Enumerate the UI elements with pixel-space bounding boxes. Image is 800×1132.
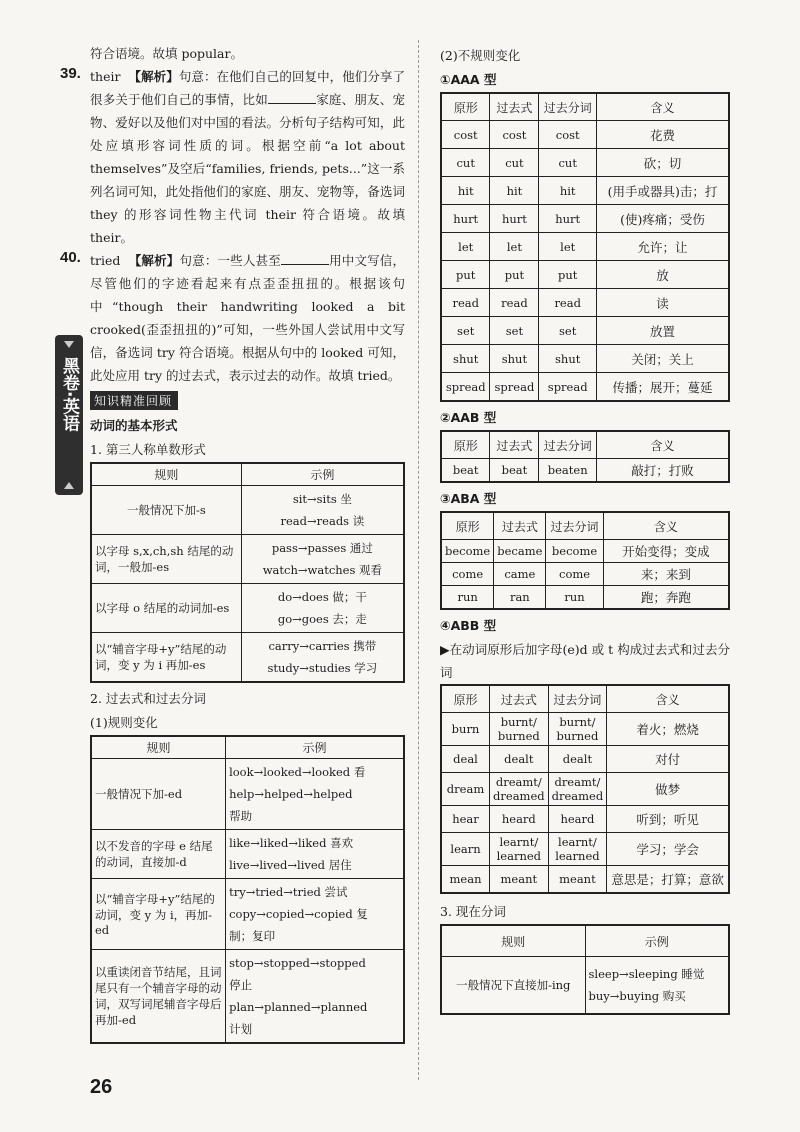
table-header: 原形 [441, 512, 494, 540]
question-number: 40. [60, 249, 81, 266]
aab-table [440, 430, 730, 483]
past-tense-cell: dealt [490, 746, 549, 773]
example: study→studies 学习 [267, 661, 378, 675]
table-row [91, 950, 404, 1044]
past-tense-cell: cost [490, 121, 539, 149]
meaning-cell: 关闭；关上 [597, 345, 730, 373]
past-participle-cell: beaten [539, 459, 597, 483]
table-row [441, 746, 729, 773]
rule-cell: 以字母 s,x,ch,sh 结尾的动词，一般加-es [91, 535, 241, 584]
table-row [441, 261, 729, 289]
right-column [440, 44, 730, 1015]
question-40 [60, 249, 405, 387]
table-row [91, 633, 404, 683]
meaning-cell: 允许；让 [597, 233, 730, 261]
table-header: 过去分词 [539, 93, 597, 121]
base-form-cell: hurt [441, 205, 490, 233]
example: help→helped→helped [229, 787, 353, 801]
example: 制；复印 [229, 929, 276, 943]
tab-arrow-up-icon [64, 341, 74, 348]
past-tense-cell: beat [490, 459, 539, 483]
meaning-cell: (用手或器具)击；打 [597, 177, 730, 205]
page-number: 26 [90, 1076, 113, 1098]
past-tense-cell: cut [490, 149, 539, 177]
table-row [441, 957, 729, 1015]
past-participle-cell: cost [539, 121, 597, 149]
past-participle-cell: let [539, 233, 597, 261]
table-header: 原形 [441, 93, 490, 121]
table-row [441, 833, 729, 866]
past-tense-cell: spread [490, 373, 539, 402]
base-form-cell: hit [441, 177, 490, 205]
table-row [441, 866, 729, 894]
table-header: 原形 [441, 685, 490, 713]
past-participle-cell: run [546, 586, 603, 610]
meaning-cell: 传播；展开；蔓延 [597, 373, 730, 402]
base-form-cell: cost [441, 121, 490, 149]
table-row [441, 773, 729, 806]
rule-cell: 一般情况下加-ed [91, 759, 226, 830]
past-participle-cell: heard [548, 806, 607, 833]
past-participle-cell: meant [548, 866, 607, 894]
past-tense-cell: hit [490, 177, 539, 205]
rule-cell: 以字母 o 结尾的动词加-es [91, 584, 241, 633]
table-header: 示例 [241, 463, 404, 486]
table-row [441, 345, 729, 373]
table-header: 含义 [607, 685, 729, 713]
table-row [441, 806, 729, 833]
past-tense-cell: burnt/ burned [490, 713, 549, 746]
example: do→does 做；干 [277, 590, 367, 604]
table-header: 规则 [441, 925, 585, 957]
abb-note: ▶在动词原形后加字母(e)d 或 t 构成过去式和过去分词 [440, 642, 730, 680]
rule-cell: 一般情况下加-s [91, 486, 241, 535]
rule-cell: 以“辅音字母+y”结尾的动词，变 y 为 i 再加-es [91, 633, 241, 683]
base-form-cell: let [441, 233, 490, 261]
meaning-cell: 放 [597, 261, 730, 289]
table-row [91, 535, 404, 584]
rule-cell: 一般情况下直接加-ing [441, 957, 585, 1015]
base-form-cell: cut [441, 149, 490, 177]
answer: tried [90, 253, 121, 268]
example: like→liked→liked 喜欢 [229, 836, 354, 850]
base-form-cell: deal [441, 746, 490, 773]
subsection-3-title: 3. 现在分词 [440, 904, 506, 919]
table-row [441, 563, 729, 586]
example: plan→planned→planned [229, 1000, 368, 1014]
irregular-change-title: (2)不规则变化 [440, 48, 521, 63]
table-header: 原形 [441, 431, 490, 459]
past-participle-cell: read [539, 289, 597, 317]
side-tab-label: 黑卷·英语 [59, 357, 79, 432]
table-row [441, 177, 729, 205]
past-participle-cell: cut [539, 149, 597, 177]
answer: their [90, 69, 121, 84]
meaning-cell: 对付 [607, 746, 729, 773]
table-header: 过去式 [490, 685, 549, 713]
regular-change-title: (1)规则变化 [90, 715, 158, 730]
past-tense-cell: learnt/ learned [490, 833, 549, 866]
example: stop→stopped→stopped [229, 956, 366, 970]
table-header: 规则 [91, 736, 226, 759]
answer-blank [281, 252, 329, 265]
example: read→reads 读 [280, 514, 365, 528]
base-form-cell: shut [441, 345, 490, 373]
table-row [441, 121, 729, 149]
table-row [441, 317, 729, 345]
rule-cell: 以“辅音字母+y”结尾的动词，变 y 为 i，再加-ed [91, 879, 226, 950]
question-number: 39. [60, 65, 81, 82]
rule-cell: 以重读闭音节结尾，且词尾只有一个辅音字母的动词，双写词尾辅音字母后再加-ed [91, 950, 226, 1044]
meaning-cell: (使)疼痛；受伤 [597, 205, 730, 233]
meaning-cell: 听到；听见 [607, 806, 729, 833]
example: watch→watches 观看 [262, 563, 383, 577]
base-form-cell: learn [441, 833, 490, 866]
table-header: 含义 [597, 93, 730, 121]
example: 帮助 [229, 809, 253, 823]
past-tense-cell: meant [490, 866, 549, 894]
analysis-tag: 【解析】 [128, 69, 179, 84]
subject-side-tab [55, 335, 83, 495]
meaning-cell: 学习；学会 [607, 833, 729, 866]
past-participle-cell: learnt/ learned [548, 833, 607, 866]
example: sleep→sleeping 睡觉 [588, 967, 705, 981]
example: go→goes 去；走 [277, 612, 367, 626]
table-header: 含义 [597, 431, 730, 459]
base-form-cell: spread [441, 373, 490, 402]
analysis-tag: 【解析】 [128, 253, 180, 268]
table-header: 示例 [226, 736, 404, 759]
table-row [91, 879, 404, 950]
example: 计划 [229, 1022, 253, 1036]
table-header: 示例 [585, 925, 729, 957]
table-header: 过去式 [490, 431, 539, 459]
meaning-cell: 花费 [597, 121, 730, 149]
past-participle-cell: hurt [539, 205, 597, 233]
meaning-cell: 意思是；打算；意欲 [607, 866, 729, 894]
answer-blank [268, 91, 316, 104]
section-banner: 知识精准回顾 [90, 391, 178, 410]
meaning-cell: 着火；燃烧 [607, 713, 729, 746]
table-row [91, 830, 404, 879]
base-form-cell: hear [441, 806, 490, 833]
tab-arrow-down-icon [64, 482, 74, 489]
section-title: 动词的基本形式 [90, 418, 178, 433]
base-form-cell: run [441, 586, 494, 610]
past-participle-cell: dreamt/ dreamed [548, 773, 607, 806]
past-tense-cell: became [494, 540, 546, 563]
aba-type-title: ③ABA 型 [440, 491, 497, 506]
base-form-cell: beat [441, 459, 490, 483]
table-row [441, 459, 729, 483]
column-divider [418, 40, 419, 1080]
table-header: 过去分词 [539, 431, 597, 459]
analysis-text-a: 句意：一些人甚至 [179, 253, 281, 268]
table-row [441, 540, 729, 563]
past-participle-cell: shut [539, 345, 597, 373]
question-39 [60, 65, 405, 249]
analysis-text-a: 句意：在他们自己的回复中，他们分享了很多关于他们自己的事情，比如 [90, 69, 405, 107]
base-form-cell: read [441, 289, 490, 317]
example: pass→passes 通过 [271, 541, 373, 555]
example: 停止 [229, 978, 253, 992]
rule-cell: 以不发音的字母 e 结尾的动词，直接加-d [91, 830, 226, 879]
past-participle-cell: spread [539, 373, 597, 402]
past-tense-cell: dreamt/ dreamed [490, 773, 549, 806]
present-participle-table [440, 924, 730, 1015]
analysis-text-b: 家庭、朋友、宠物、爱好以及他们对中国的看法。分析句子结构可知，此处应填形容词性质的词。根据空前“a lot about themselves”及空后“families, friends, pets...”这一系列名词可知，此处指他们的家庭、朋友、宠物等，备选词 they 的形容词性物主代词 their 符合语境。故填 their。 [90, 92, 405, 245]
base-form-cell: become [441, 540, 494, 563]
meaning-cell: 开始变得；变成 [603, 540, 729, 563]
past-tense-cell: ran [494, 586, 546, 610]
table-header: 过去分词 [548, 685, 607, 713]
base-form-cell: dream [441, 773, 490, 806]
table-header: 过去式 [494, 512, 546, 540]
past-participle-cell: hit [539, 177, 597, 205]
abb-table [440, 684, 730, 894]
example: live→lived→lived 居住 [229, 858, 352, 872]
meaning-cell: 来；来到 [603, 563, 729, 586]
table-header: 过去分词 [546, 512, 603, 540]
aaa-table [440, 92, 730, 402]
example: buy→buying 购买 [588, 989, 686, 1003]
table-row [91, 759, 404, 830]
past-participle-cell: dealt [548, 746, 607, 773]
analysis-text-b: 用中文写信，尽管他们的字迹看起来有点歪歪扭扭的。根据该句中“though their handwriting looked a bit crooked(歪歪扭扭的)”可知，一些外国人尝试用中文写信，备选词 try 符合语境。根据从句中的 looked 可知，此处应用 try 的过去式，表示过去的动作。故填 tried。 [90, 253, 405, 383]
table-row [441, 713, 729, 746]
meaning-cell: 敲打；打败 [597, 459, 730, 483]
past-tense-cell: set [490, 317, 539, 345]
past-tense-cell: shut [490, 345, 539, 373]
table-row [91, 584, 404, 633]
abb-type-title: ④ABB 型 [440, 618, 497, 633]
table-row [441, 205, 729, 233]
table-row [91, 486, 404, 535]
meaning-cell: 放置 [597, 317, 730, 345]
base-form-cell: mean [441, 866, 490, 894]
table-row [441, 289, 729, 317]
subsection-1-title: 1. 第三人称单数形式 [90, 442, 206, 457]
example: try→tried→tried 尝试 [229, 885, 348, 899]
past-participle-cell: put [539, 261, 597, 289]
base-form-cell: set [441, 317, 490, 345]
subsection-2-title: 2. 过去式和过去分词 [90, 691, 206, 706]
past-tense-cell: hurt [490, 205, 539, 233]
aaa-type-title: ①AAA 型 [440, 72, 497, 87]
table-header: 过去式 [490, 93, 539, 121]
third-person-table [90, 462, 405, 683]
past-participle-cell: set [539, 317, 597, 345]
meaning-cell: 跑；奔跑 [603, 586, 729, 610]
past-tense-cell: came [494, 563, 546, 586]
base-form-cell: burn [441, 713, 490, 746]
meaning-cell: 砍；切 [597, 149, 730, 177]
past-participle-cell: become [546, 540, 603, 563]
past-participle-cell: come [546, 563, 603, 586]
past-tense-cell: let [490, 233, 539, 261]
past-participle-cell: burnt/ burned [548, 713, 607, 746]
table-row [441, 149, 729, 177]
base-form-cell: come [441, 563, 494, 586]
past-tense-cell: put [490, 261, 539, 289]
base-form-cell: put [441, 261, 490, 289]
table-header: 含义 [603, 512, 729, 540]
aba-table [440, 511, 730, 610]
example: sit→sits 坐 [292, 492, 352, 506]
meaning-cell: 做梦 [607, 773, 729, 806]
table-header: 规则 [91, 463, 241, 486]
aab-type-title: ②AAB 型 [440, 410, 497, 425]
regular-past-table [90, 735, 405, 1044]
intro-line: 符合语境。故填 popular。 [90, 46, 243, 61]
table-row [441, 586, 729, 610]
table-row [441, 233, 729, 261]
past-tense-cell: read [490, 289, 539, 317]
meaning-cell: 读 [597, 289, 730, 317]
example: look→looked→looked 看 [229, 765, 366, 779]
example: copy→copied→copied 复 [229, 907, 368, 921]
past-tense-cell: heard [490, 806, 549, 833]
table-row [441, 373, 729, 402]
example: carry→carries 携带 [268, 639, 377, 653]
